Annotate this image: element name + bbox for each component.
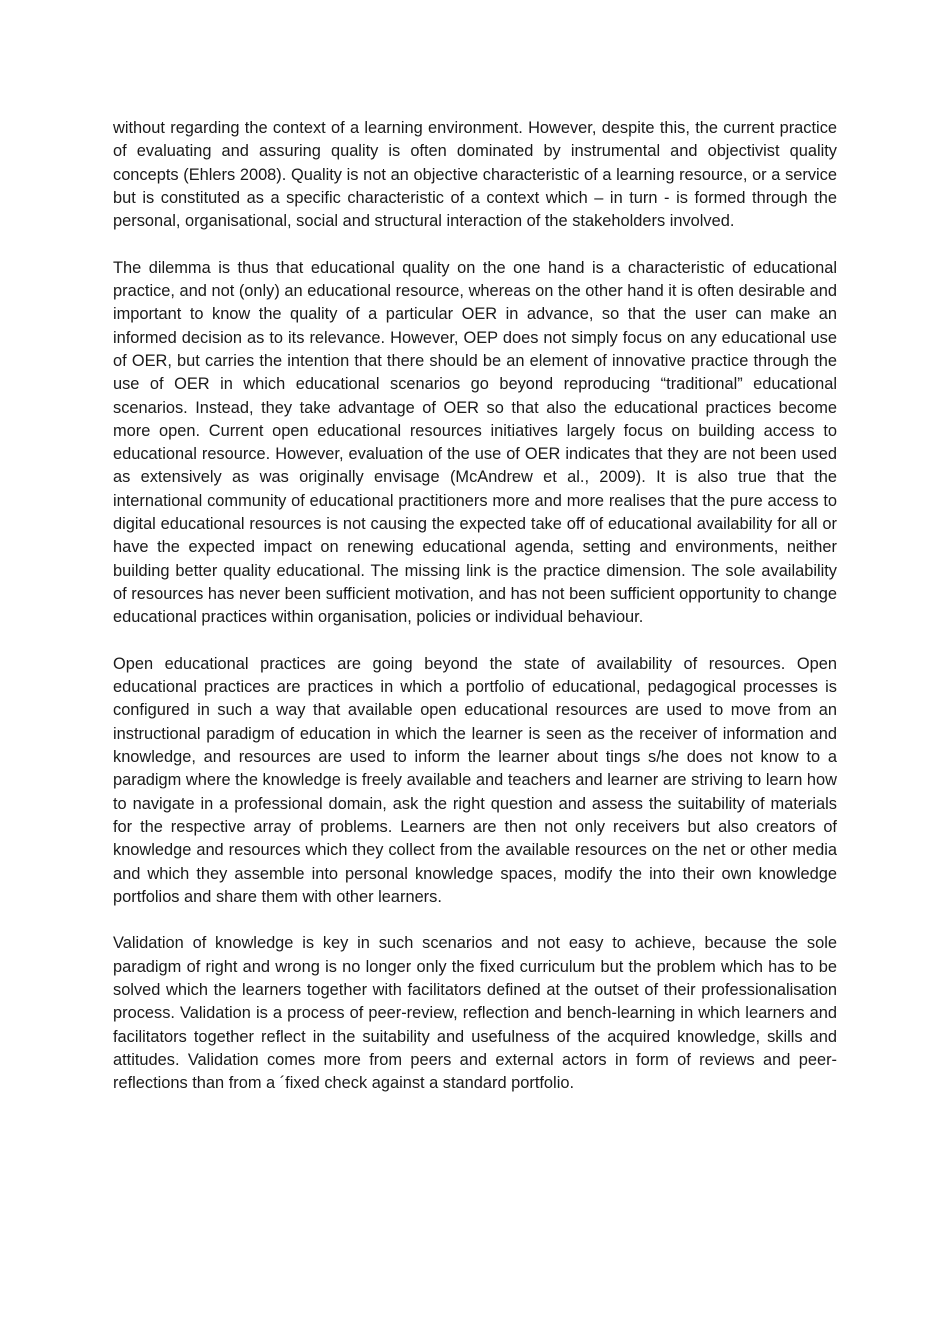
paragraph-validation-of-knowledge: Validation of knowledge is key in such scenarios and not easy to achieve, because the sole paradigm of right and wrong is no longer only the fixed curriculum but the problem which has to be solved which the learners together with facilitators defined at the outset of their professionalisation process. Validation is a process of peer-review, reflection and bench-learning in which learners and facilitators together reflect in the suitability and usefulness of the acquired knowledge, skills and attitudes. Validation comes more from peers and external actors in form of reviews and peer-reflections than from a ´fixed check against a standard portfolio. [113, 934, 837, 1093]
paragraph-quality-context: without regarding the context of a learning environment. However, despite this, the current practice of evaluating and assuring quality is often dominated by instrumental and objectivist quality concepts (Ehlers 2008). Quality is not an objective characteristic of a learning resource, or a service but is constituted as a specific characteristic of a context which – in turn - is formed through the personal, organisational, social and structural interaction of the stakeholders involved. [113, 119, 837, 231]
paragraph-quality-dilemma: The dilemma is thus that educational quality on the one hand is a characteristic of educational practice, and not (only) an educational resource, whereas on the other hand it is often desirable and important to know the quality of a particular OER in advance, so that the user can make an informed decision as to its relevance. However, OEP does not simply focus on any educational use of OER, but carries the intention that there should be an element of innovative practice through the use of OER in which educational scenarios go beyond reproducing “traditional” educational scenarios. Instead, they take advantage of OER so that also the educational practices become more open. Current open educational resources initiatives largely focus on building access to educational resource. However, evaluation of the use of OER indicates that they are not been used as extensively as was originally envisage (McAndrew et al., 2009). It is also true that the international community of educational practitioners more and more realises that the pure access to digital educational resources is not causing the expected take off of educational availability for all or have the expected impact on renewing educational agenda, setting and environments, neither building better quality educational. The missing link is the practice dimension. The sole availability of resources has never been sufficient motivation, and has not been sufficient opportunity to change educational practices within organisation, policies or individual behaviour. [113, 258, 837, 627]
document-page [113, 117, 837, 1095]
paragraph-open-educational-practices: Open educational practices are going beyond the state of availability of resources. Open educational practices are practices in which a portfolio of educational, pedagogical processes is configured in such a way that available open educational resources are used to move from an instructional paradigm of education in which the learner is seen as the receiver of information and knowledge, and resources are used to inform the learner about tings s/he does not know to a paradigm where the knowledge is freely available and teachers and learner are striving to learn how to navigate in a professional domain, ask the right question and assess the suitability of materials for the respective array of problems. Learners are then not only receivers but also creators of knowledge and resources which they collect from the available resources on the net or other media and which they assemble into personal knowledge spaces, modify the into their own knowledge portfolios and share them with other learners. [113, 654, 837, 906]
